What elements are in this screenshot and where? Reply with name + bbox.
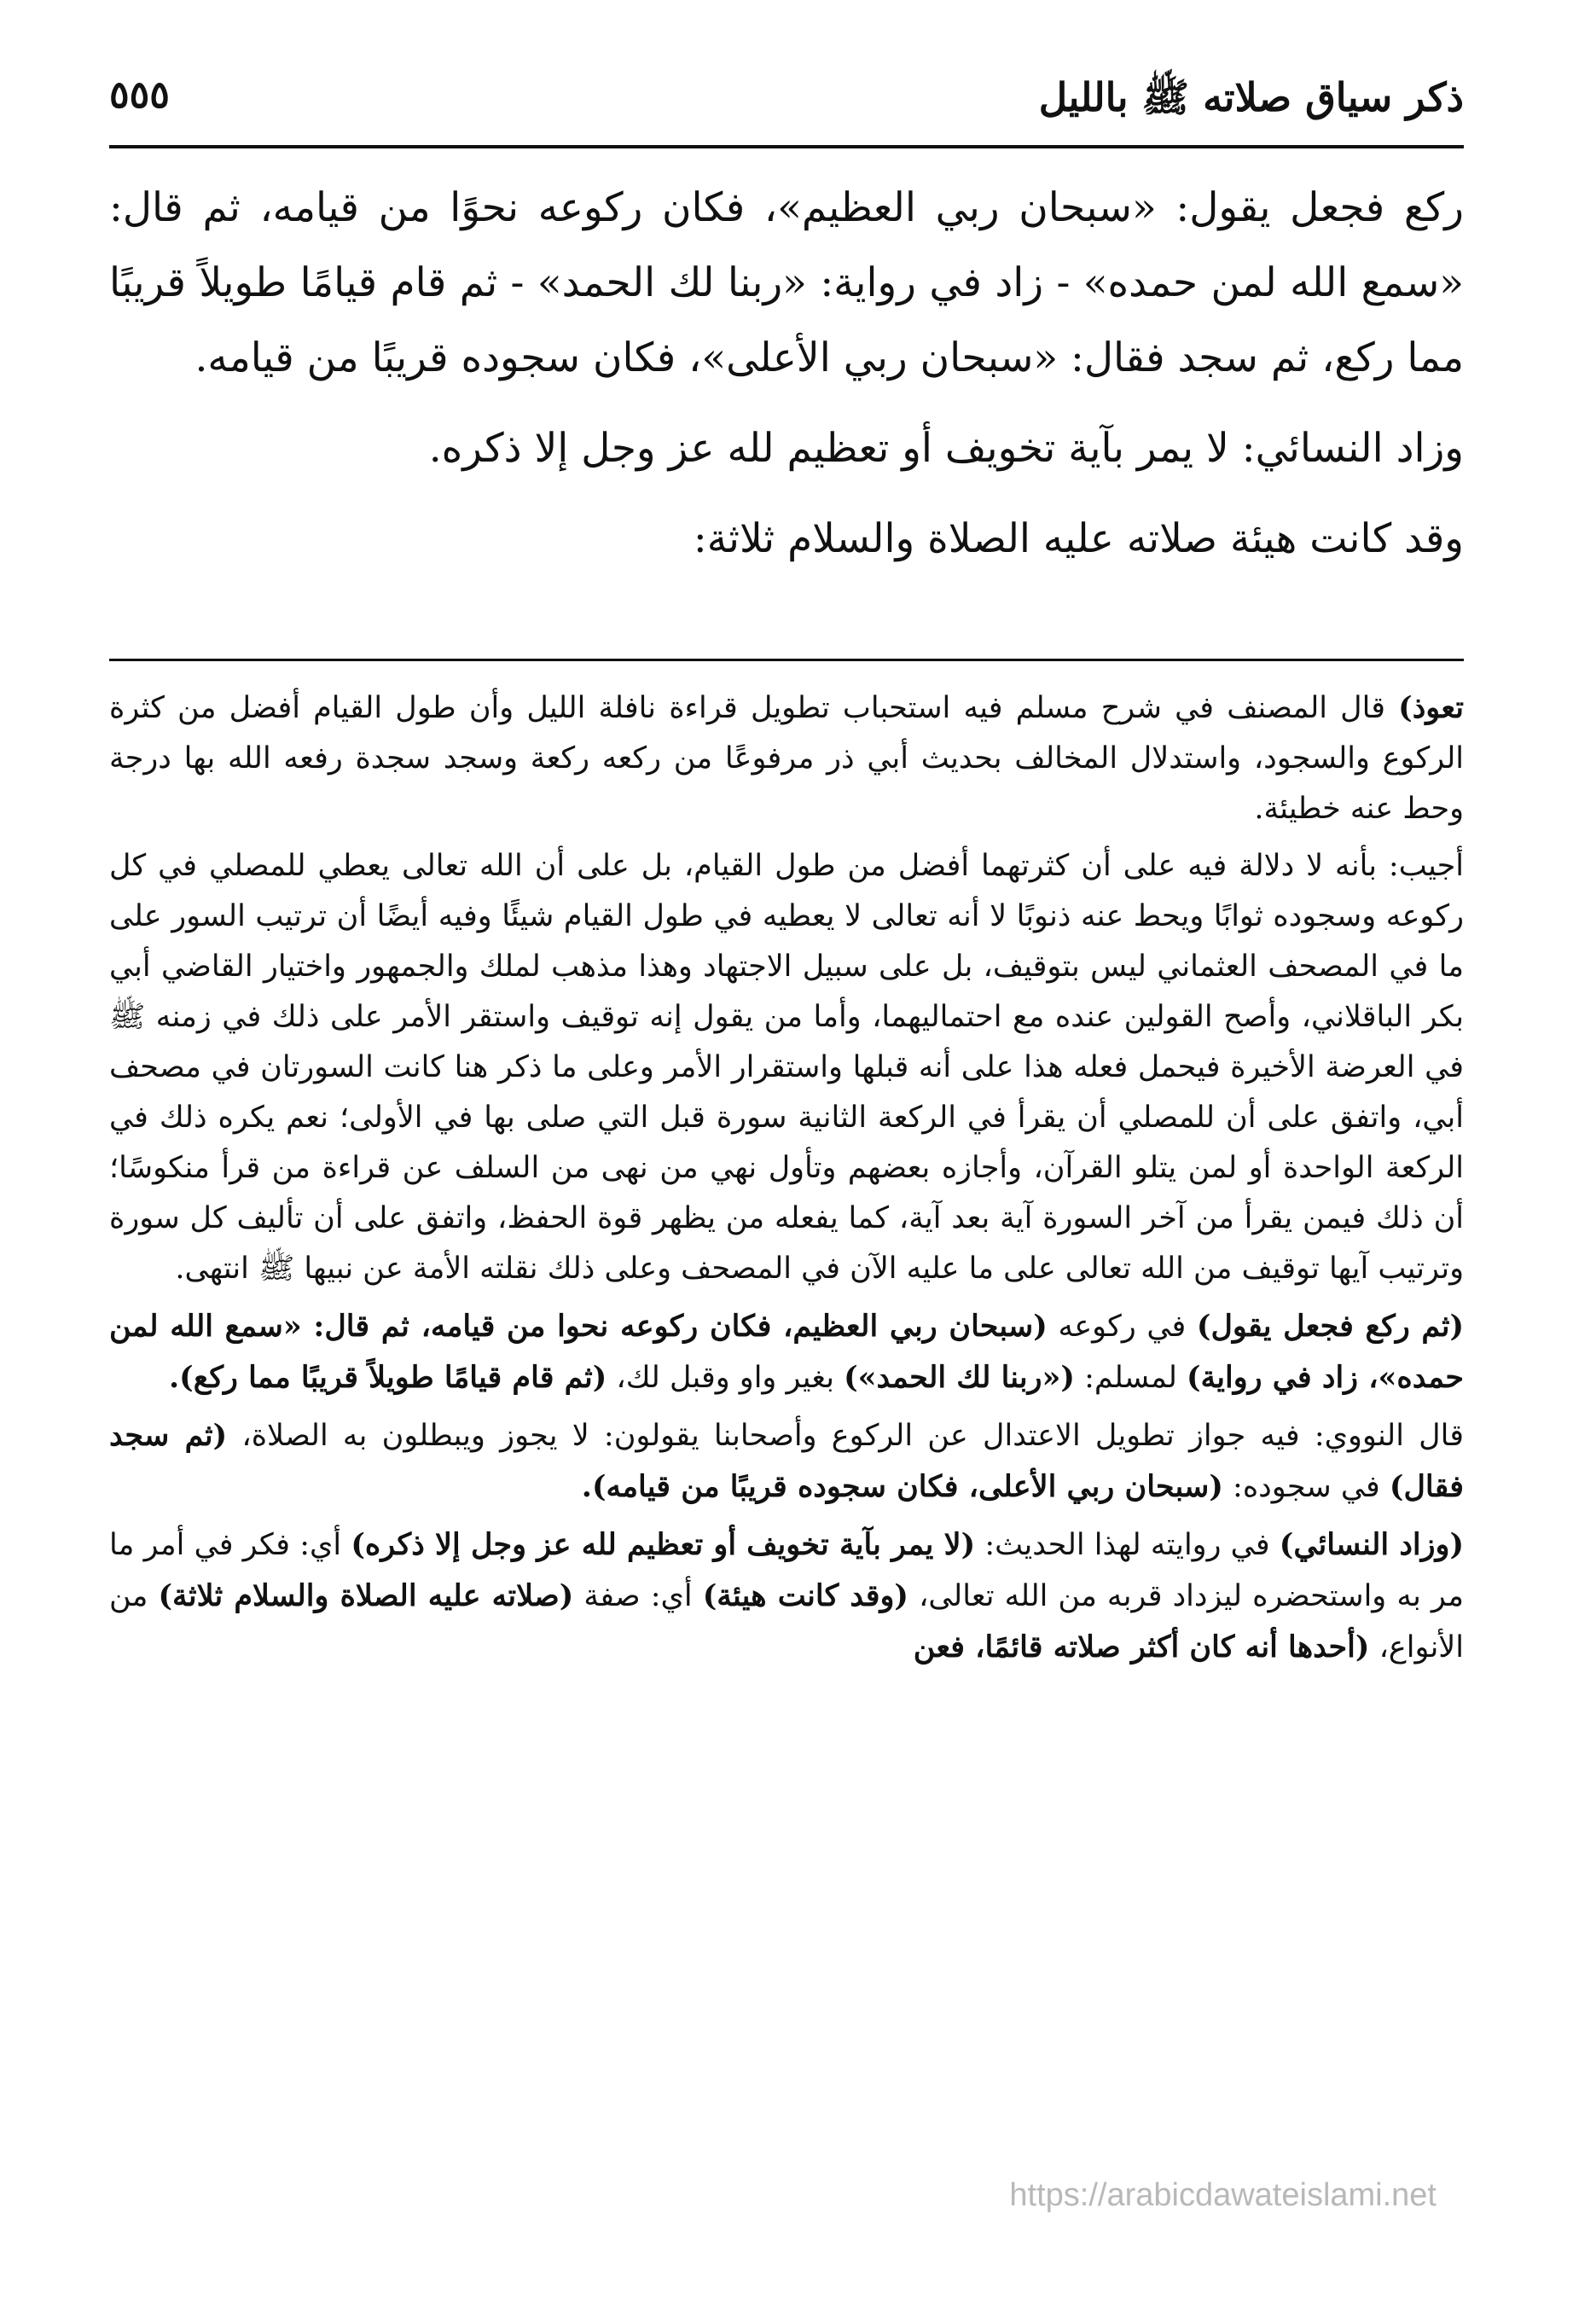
main-paragraph: ركع فجعل يقول: «سبحان ربي العظيم»، فكان ركوعه نحوًا من قيامه، ثم قال: «سمع الله لمن حمده» - زاد في رواية: «ربنا لك الحمد» - ثم قام قيامًا طويلاً قريبًا مما ركع، ثم سجد فقال: «سبحان ربي الأعلى»، فكان سجوده قريبًا من قيامه. bbox=[109, 184, 1464, 381]
quoted-hadith: («ربنا لك الحمد») bbox=[844, 1360, 1075, 1395]
quoted-hadith: (وزاد النسائي) bbox=[1279, 1527, 1465, 1562]
commentary-lead: تعوذ) bbox=[1398, 690, 1464, 725]
quoted-hadith: (صلاته عليه الصلاة والسلام ثلاثة) bbox=[158, 1578, 574, 1613]
quoted-hadith: (ثم قام قيامًا طويلاً قريبًا مما ركع). bbox=[168, 1360, 607, 1395]
commentary-paragraph: أجيب: بأنه لا دلالة فيه على أن كثرتهما أفضل من طول القيام، بل على أن الله تعالى يعطي للمصلي في كل ركوعه وسجوده ثوابًا ويحط عنه ذنوبًا لا أنه تعالى لا يعطيه في طول القيام شيئًا وفيه أيضًا أن ترتيب السور على ما في المصحف العثماني ليس بتوقيف، بل على سبيل الاجتهاد وهذا مذهب لملك والجمهور واختيار القاضي أبي بكر الباقلاني، وأصح القولين عنده مع احتماليهما، وأما من يقول إنه توقيف واستقر الأمر على ذلك في زمنه ﷺ في العرضة الأخيرة فيحمل فعله هذا على أنه قبلها واستقرار الأمر وعلى ما ذكر هنا كانت السورتان في مصحف أبي، واتفق على أن للمصلي أن يقرأ في الركعة الثانية سورة قبل التي صلى بها في الأولى؛ نعم يكره ذلك في الركعة الواحدة أو لمن يتلو القرآن، وأجازه بعضهم وتأول نهي من نهى من السلف عن قراءة من قرأ منكوسًا؛ أن ذلك فيمن يقرأ من آخر السورة آية بعد آية، كما يفعله من يظهر قوة الحفظ، واتفق على أن تأليف كل سورة وترتيب آيها توقيف من الله تعالى على ما عليه الآن في المصحف وعلى ذلك نقلته الأمة عن نبيها ﷺ انتهى. bbox=[109, 849, 1464, 1286]
commentary-paragraph bbox=[109, 1410, 1464, 1513]
commentary-text: من الأنواع، bbox=[109, 1579, 1464, 1665]
commentary-paragraph bbox=[109, 683, 1464, 834]
quoted-hadith: (أحدها أنه كان أكثر صلاته قائمًا، فعن bbox=[913, 1630, 1370, 1665]
commentary-text: أي: صفة bbox=[573, 1579, 703, 1613]
commentary-text: قال المصنف في شرح مسلم فيه استحباب تطويل قراءة نافلة الليل وأن طول القيام أفضل من كثرة الركوع والسجود، واستدلال المخالف بحديث أبي ذر مرفوعًا من ركعه ركعة وسجد سجدة رفعه الله بها درجة وحط عنه خطيئة. bbox=[109, 691, 1464, 826]
commentary-paragraph bbox=[109, 1301, 1464, 1403]
main-paragraph: وقد كانت هيئة صلاته عليه الصلاة والسلام ثلاثة: bbox=[693, 515, 1464, 562]
commentary-text: بغير واو وقبل لك، bbox=[607, 1361, 845, 1395]
page-title: ذكر سياق صلاته ﷺ بالليل bbox=[1038, 74, 1464, 120]
quoted-hadith: (وقد كانت هيئة) bbox=[702, 1578, 908, 1613]
page-number: ٥٥٥ bbox=[109, 73, 170, 117]
quoted-hadith: (ثم ركع فجعل يقول) bbox=[1196, 1309, 1465, 1344]
quoted-hadith: (سبحان ربي الأعلى، فكان سجوده قريبًا من قيامه). bbox=[581, 1469, 1223, 1504]
commentary bbox=[109, 683, 1464, 1673]
commentary-text: في سجوده: bbox=[1222, 1470, 1390, 1504]
commentary-text: في ركوعه bbox=[1047, 1310, 1197, 1344]
commentary-text: أي: فكر في أمر ما مر به واستحضره ليزداد قربه من الله تعالى، bbox=[109, 1528, 1464, 1613]
commentary-text: لمسلم: bbox=[1074, 1361, 1187, 1395]
main-text bbox=[109, 171, 1464, 577]
commentary-paragraph bbox=[109, 1519, 1464, 1673]
footnote-divider bbox=[109, 659, 1464, 661]
quoted-hadith: (لا يمر بآية تخويف أو تعظيم لله عز وجل إلا ذكره) bbox=[351, 1527, 976, 1562]
quoted-hadith: (سبحان ربي العظيم، فكان ركوعه نحوا من قيامه، ثم قال: «سمع الله لمن حمده»، زاد في رواية) bbox=[109, 1309, 1464, 1395]
main-paragraph: وزاد النسائي: لا يمر بآية تخويف أو تعظيم لله عز وجل إلا ذكره. bbox=[428, 425, 1464, 472]
commentary-text: قال النووي: فيه جواز تطويل الاعتدال عن الركوع وأصحابنا يقولون: لا يجوز ويبطلون به الصلاة، bbox=[227, 1419, 1464, 1453]
watermark-url: https://arabicdawateislami.net bbox=[1009, 2177, 1437, 2213]
commentary-text: في روايته لهذا الحديث: bbox=[975, 1528, 1280, 1562]
quoted-hadith: (ثم سجد فقال) bbox=[109, 1418, 1464, 1504]
page-header bbox=[109, 68, 1464, 148]
